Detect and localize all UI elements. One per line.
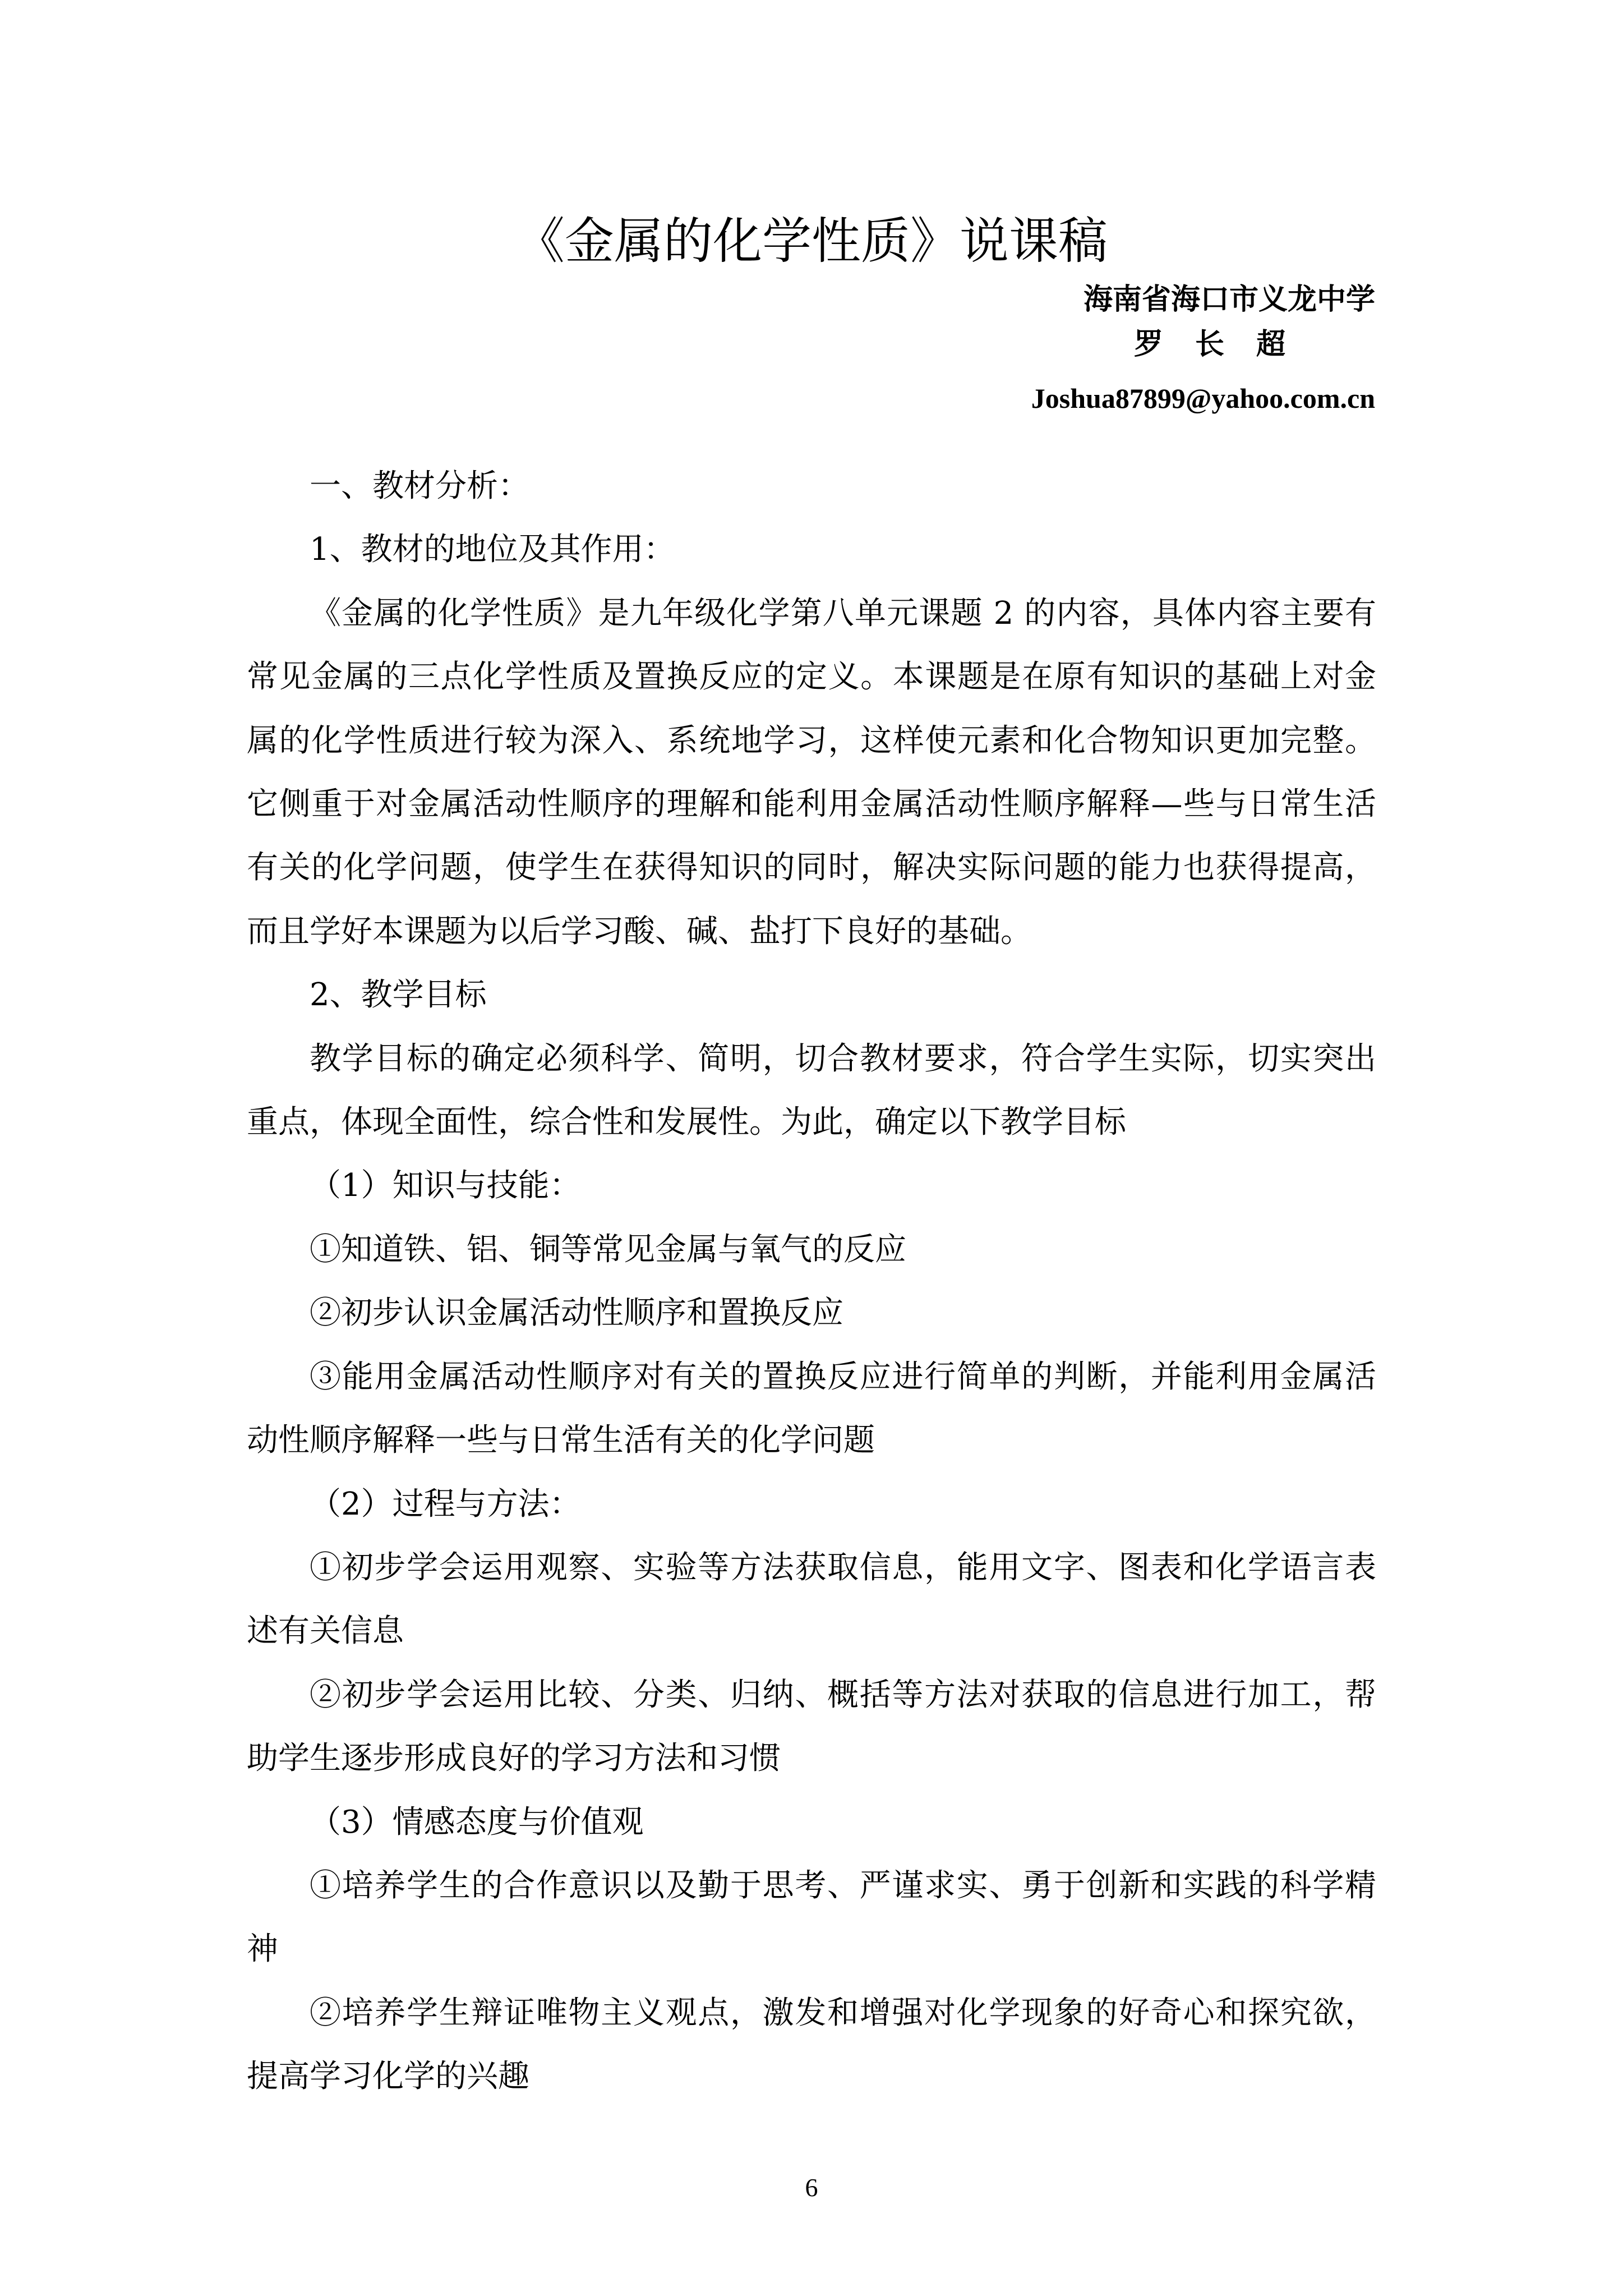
objective-item: ①初步学会运用观察、实验等方法获取信息，能用文字、图表和化学语言表述有关信息 bbox=[247, 1549, 1376, 1650]
document-title: 《金属的化学性质》说课稿 bbox=[515, 212, 1108, 270]
objective-item: ②培养学生辩证唯物主义观点，激发和增强对化学现象的好奇心和探究欲，提高学习化学的兴趣 bbox=[247, 1994, 1376, 2095]
objective-heading: （2）过程与方法： bbox=[310, 1485, 581, 1522]
subsection-heading: 1、教材的地位及其作用： bbox=[310, 531, 675, 568]
objective-item: ②初步认识金属活动性顺序和置换反应 bbox=[310, 1295, 843, 1332]
objective-item: ③能用金属活动性顺序对有关的置换反应进行简单的判断，并能利用金属活动性顺序解释一些与日常生活有关的化学问题 bbox=[247, 1358, 1376, 1459]
body-paragraph: 《金属的化学性质》是九年级化学第八单元课题 2 的内容，具体内容主要有常见金属的三点化学性质及置换反应的定义。本课题是在原有知识的基础上对金属的化学性质进行较为深入、系统地学习，这样使元素和化合物知识更加完整。它侧重于对金属活动性顺序的理解和能利用金属活动性顺序解释—些与日常生活有关的化学问题，使学生在获得知识的同时，解决实际问题的能力也获得提高，而且学好本课题为以后学习酸、碱、盐打下良好的基础。 bbox=[247, 595, 1376, 950]
document-body bbox=[247, 454, 1376, 2109]
author-school: 海南省海口市义龙中学 bbox=[1083, 284, 1375, 316]
objective-heading: （1）知识与技能： bbox=[310, 1167, 581, 1204]
author-name: 罗 长 超 bbox=[1133, 329, 1298, 361]
subsection-heading: 2、教学目标 bbox=[310, 977, 487, 1014]
body-paragraph: 教学目标的确定必须科学、简明，切合教材要求，符合学生实际，切实突出重点，体现全面性，综合性和发展性。为此，确定以下教学目标 bbox=[247, 1040, 1376, 1141]
objective-item: ①培养学生的合作意识以及勤于思考、严谨求实、勇于创新和实践的科学精神 bbox=[247, 1867, 1376, 1968]
section-heading: 一、教材分析： bbox=[310, 468, 529, 504]
author-email: Joshua87899@yahoo.com.cn bbox=[1031, 383, 1375, 414]
objective-item: ①知道铁、铝、铜等常见金属与氧气的反应 bbox=[310, 1231, 906, 1268]
objective-heading: （3）情感态度与价值观 bbox=[310, 1803, 644, 1841]
page-number: 6 bbox=[805, 2173, 818, 2202]
objective-item: ②初步学会运用比较、分类、归纳、概括等方法对获取的信息进行加工，帮助学生逐步形成良好的学习方法和习惯 bbox=[247, 1676, 1376, 1777]
